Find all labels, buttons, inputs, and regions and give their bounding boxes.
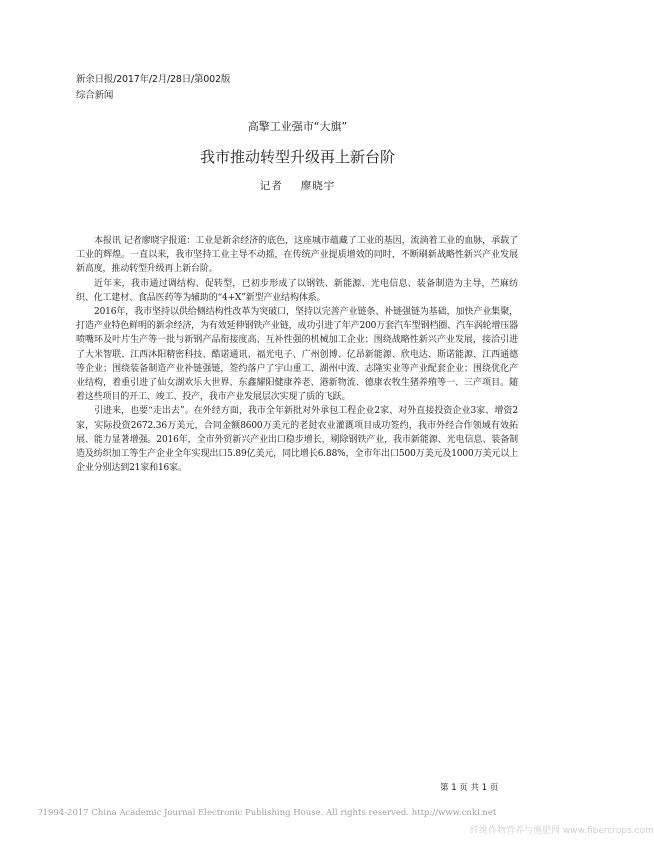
paragraph: 本报讯 记者廖晓宇报道：工业是新余经济的底色，这座城市蕴藏了工业的基因，流淌着工业的血脉，承载了工业的辉煌。一直以来，我市坚持工业主导不动摇，在传统产业提质增效的同时，不断刷新战略性新兴产业发展新高度，推动转型升级再上新台阶。	[76, 236, 518, 275]
page-number: 第 1 页 共 1 页	[440, 783, 499, 793]
paragraph: 引进来，也要“走出去”。在外经方面，我市全年新批对外承包工程企业2家、对外直接投资企业3家、增资2家，实际投资2672.36万美元，合同金额8600万美元的老挝农业灌溉项目成功签约，我市外经合作领域有效拓展、能力显著增强。2016年，全市外贸新兴产业出口稳步增长，剔除钢铁产业，我市新能源、光电信息、装备制造及纺织加工等生产企业全年实现出口5.89亿美元，同比增长6.88%，全市年出口500万美元及1000万美元以上企业分别达到21家和16家。	[76, 406, 518, 474]
section-label: 综合新闻	[76, 90, 114, 101]
article-kicker: 高擎工业强市“大旗”	[247, 120, 348, 133]
byline-name: 廖晓宇	[300, 180, 336, 192]
site-watermark: 纤维作物营养与施肥网 www.fibercrops.com	[470, 826, 654, 836]
byline-label: 记者	[259, 180, 283, 192]
source-line: 新余日报/2017年/2月/28日/第002版	[76, 74, 231, 85]
article-headline: 我市推动转型升级再上新台阶	[199, 148, 395, 166]
paragraph: 2016年，我市坚持以供给侧结构性改革为突破口，坚持以完善产业链条、补链强链为基础，加快产业集聚，打造产业特色鲜明的新余经济，为有效延伸钢铁产业链，成功引进了年产200万套汽车型钢档圈、汽车涡轮增压器喷嘴环及叶片生产等一批与新钢产品衔接度高、互补性强的机械加工企业；围绕战略性新兴产业发展，接洽引进了大米智联、江西沐阳精密科技、酷诺通讯、福光电子、广州创博、亿昂新能源、欣电达、斯诺能源、江西通德等企业；围绕装备制造产业补链强链，签约落户了宇山重工、湖州中流、志隆实业等产业配套企业；围绕优化产业结构，着重引进了仙女湖欢乐大世界、东鑫耀阳健康养老、港新物流、德康农牧生猪养殖等一、三产项目。随着这些项目的开工、竣工、投产，我市产业发展层次实现了质的飞跃。	[76, 307, 518, 403]
article-body	[76, 234, 518, 475]
copyright-footer: ?1994-2017 China Academic Journal Electronic Publishing House. All rights reserved. http://www.cnki.net	[38, 808, 497, 818]
paragraph: 近年来，我市通过调结构、促转型，已初步形成了以钢铁、新能源、光电信息、装备制造为主导，苎麻纺织、化工建材、食品医药等为辅助的“4+X”新型产业结构体系。	[76, 278, 518, 303]
article-byline	[0, 178, 595, 193]
